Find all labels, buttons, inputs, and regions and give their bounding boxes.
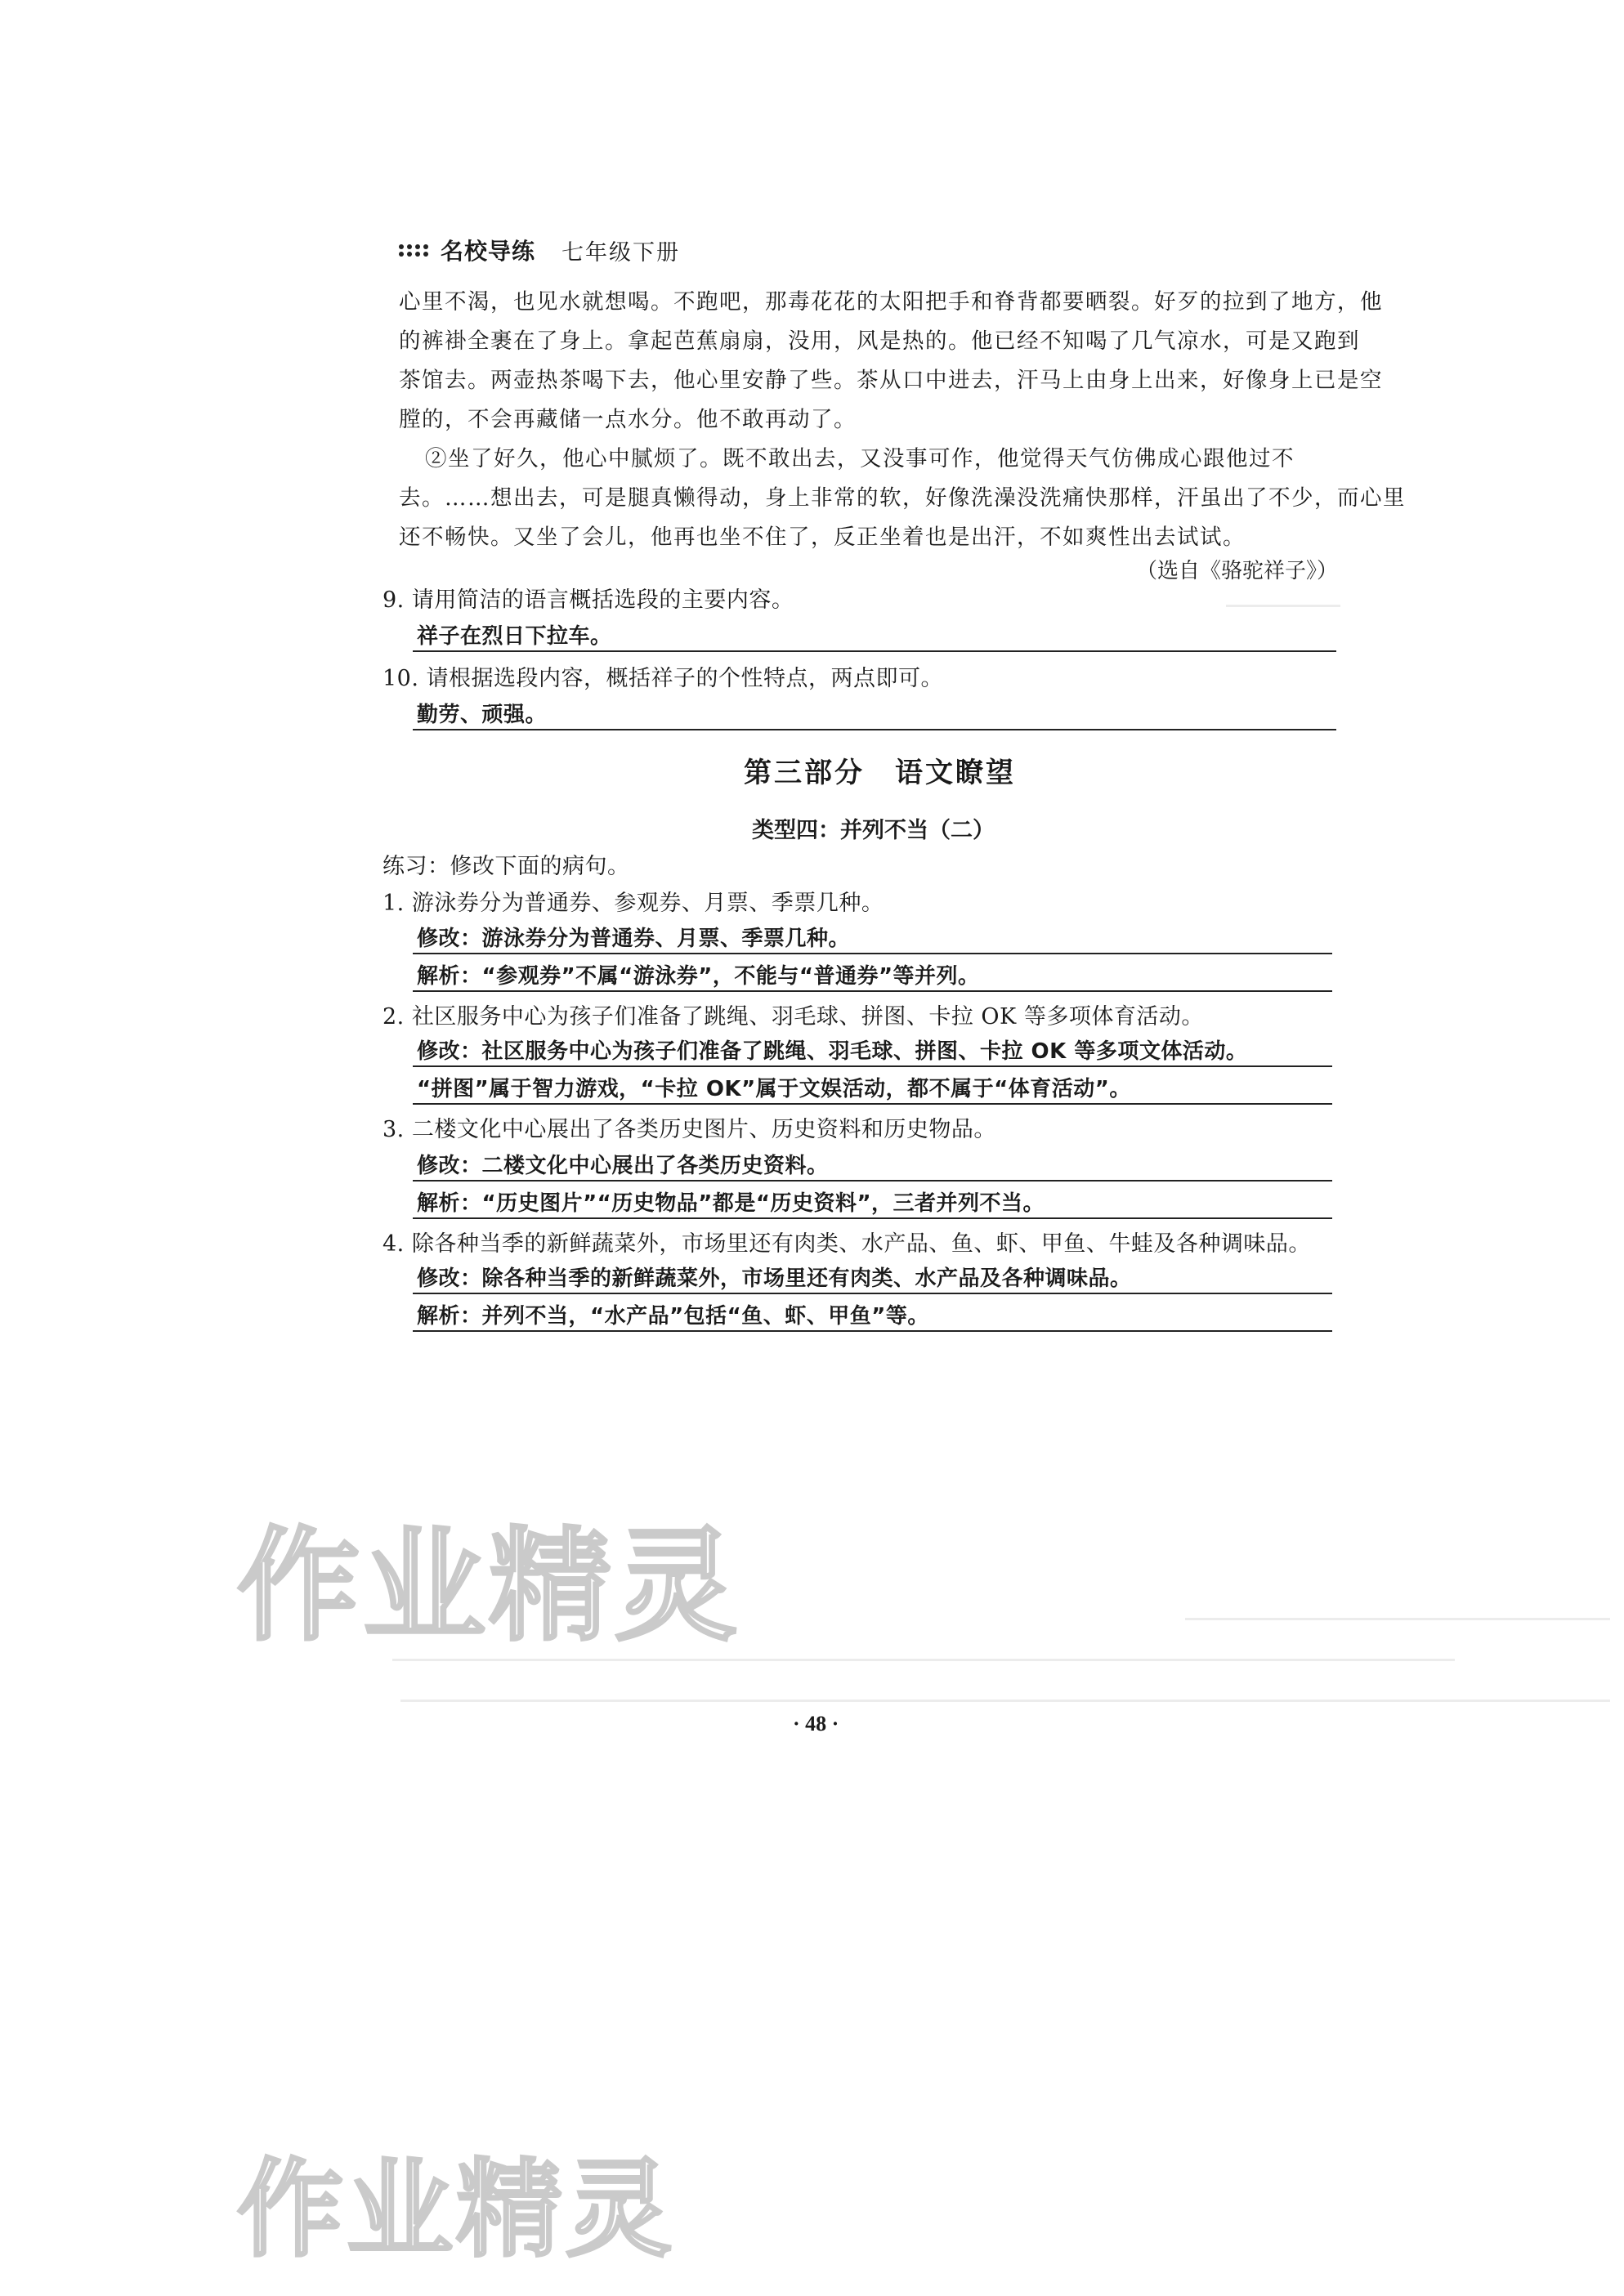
answer-10: 勤劳、顽强。 — [417, 703, 548, 727]
answer-underline — [413, 650, 1336, 652]
passage-line: 的裤褂全裹在了身上。拿起芭蕉扇扇，没用，风是热的。他已经不知喝了几气凉水，可是又跑到 — [399, 328, 1360, 354]
page-header — [399, 234, 680, 266]
passage-line: ②坐了好久，他心中腻烦了。既不敢出去，又没事可作，他觉得天气仿佛成心跟他过不 — [425, 446, 1295, 471]
bleed-through — [1185, 1618, 1610, 1620]
exercise-fix: 修改：游泳券分为普通券、月票、季票几种。 — [417, 927, 851, 951]
exercise-question: 4. 除各种当季的新鲜蔬菜外，市场里还有肉类、水产品、鱼、虾、甲鱼、牛蛙及各种调味品。 — [383, 1231, 1311, 1257]
answer-9: 祥子在烈日下拉车。 — [417, 624, 612, 649]
question-9: 9. 请用简洁的语言概括选段的主要内容。 — [383, 587, 794, 613]
passage-line: 心里不渴，也见水就想喝。不跑吧，那毒花花的太阳把手和脊背都要晒裂。好歹的拉到了地方，他 — [399, 289, 1383, 315]
answer-underline — [413, 1330, 1332, 1332]
exercise-question: 3. 二楼文化中心展出了各类历史图片、历史资料和历史物品。 — [383, 1117, 996, 1142]
watermark: 作业精灵 — [237, 1516, 741, 1658]
exercise-intro: 练习：修改下面的病句。 — [383, 854, 630, 879]
answer-underline — [413, 990, 1332, 992]
bleed-through — [400, 1700, 1610, 1702]
exercise-fix: 修改：二楼文化中心展出了各类历史资料。 — [417, 1154, 829, 1178]
answer-underline — [413, 1103, 1332, 1105]
answer-underline — [413, 953, 1332, 954]
section-title: 第三部分 语文瞭望 — [744, 757, 1016, 789]
passage-source: （选自《骆驼祥子》） — [1135, 559, 1338, 583]
exercise-fix: 修改：除各种当季的新鲜蔬菜外，市场里还有肉类、水产品及各种调味品。 — [417, 1266, 1132, 1291]
exercise-analysis: “拼图”属于智力游戏，“卡拉 OK”属于文娱活动，都不属于“体育活动”。 — [417, 1077, 1131, 1101]
passage-line: 膛的，不会再藏储一点水分。他不敢再动了。 — [399, 407, 857, 432]
passage-line: 茶馆去。两壶热茶喝下去，他心里安静了些。茶从口中进去，汗马上由身上出来，好像身上已是空 — [399, 368, 1383, 393]
exercise-analysis: 解析：“参观券”不属“游泳券”，不能与“普通券”等并列。 — [417, 964, 980, 989]
bleed-through — [1226, 605, 1340, 607]
passage-line: 去。……想出去，可是腿真懒得动，身上非常的软，好像洗澡没洗痛快那样，汗虽出了不少，而心里 — [399, 485, 1406, 511]
answer-underline — [413, 1293, 1332, 1294]
brand-title: 名校导练 — [441, 238, 536, 265]
exercise-analysis: 解析：并列不当，“水产品”包括“鱼、虾、甲鱼”等。 — [417, 1304, 929, 1329]
grade-label: 七年级下册 — [561, 239, 681, 266]
answer-underline — [413, 729, 1336, 730]
brand-dots-icon — [399, 244, 429, 257]
exercise-analysis: 解析：“历史图片”“历史物品”都是“历史资料”，三者并列不当。 — [417, 1191, 1045, 1216]
page-number: · 48 · — [793, 1712, 839, 1735]
answer-underline — [413, 1217, 1332, 1219]
exercise-question: 1. 游泳券分为普通券、参观券、月票、季票几种。 — [383, 891, 884, 916]
section-subtitle: 类型四：并列不当（二） — [752, 818, 995, 843]
watermark: 作业精灵 — [237, 2147, 676, 2271]
exercise-question: 2. 社区服务中心为孩子们准备了跳绳、羽毛球、拼图、卡拉 OK 等多项体育活动。 — [383, 1004, 1204, 1030]
question-10: 10. 请根据选段内容，概括祥子的个性特点，两点即可。 — [383, 666, 944, 691]
answer-underline — [413, 1065, 1332, 1067]
answer-underline — [413, 1180, 1332, 1182]
passage-line: 还不畅快。又坐了会儿，他再也坐不住了，反正坐着也是出汗，不如爽性出去试试。 — [399, 525, 1246, 550]
exercise-fix: 修改：社区服务中心为孩子们准备了跳绳、羽毛球、拼图、卡拉 OK 等多项文体活动。 — [417, 1039, 1248, 1064]
